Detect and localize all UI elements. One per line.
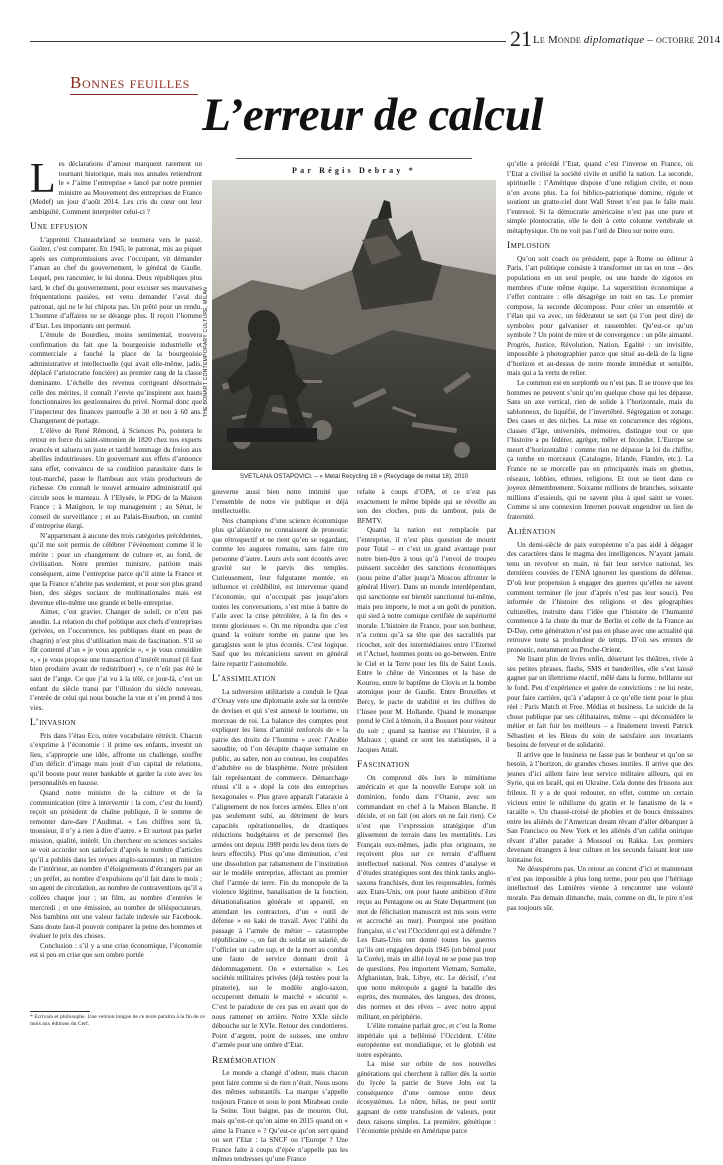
footnote-rule — [30, 1011, 90, 1012]
paragraph: Ne lisant plus de livres enfin, désertant les théâtres, rivée à ses petites phrases, flashs, SMS et banderilles, elle s’est laissé gagner par un illettrisme réactif, mêlé dans la forme, brillante sur le fond. Peu d’expérience et guère de convictions : ne lui reste, pour faire carrière, qu’à s’adapter à ce qu’elle tient pour le plus réel : Paris Match et Free. Médias et business. Le suicide de la chose publique par ses célibataires, même – qui déconsidère le métier et fait fuir les meilleurs – a finalement investi Patrick Sébastien et les Bleus du soin de satisfaire aux invariants besoins de ferveur et de solidarité. — [507, 655, 693, 750]
masthead-prefix: Le Monde — [533, 34, 581, 46]
thinker-scrap-illustration — [212, 180, 496, 470]
paragraph: Pris dans l’étau Eco, notre vocabulaire rétrécit. Chacun s’exprime à l’économie : il prime ses enfants, investit un lieu, s’approprie une idée, affronte un challenge, souffre d’un déficit d’image mais jouit d’un capital de relations, qu’il booste pour rester bankable et garder la cote avec les personnalités en hausse. — [30, 731, 202, 788]
page-number: 21 — [510, 26, 532, 51]
paragraph: Aimer, c’est gravier. Changer de soleil, ce n’est pas anodin. La relation du chef politique aux chefs d’entreprises (privées, en l’occurrence, les publiques étant en peau de chagrin) n’est plus d’utilisation mais de fascination. S’il se fût contenté d’un « je vous apprécie », « je vous considère », « je vous propose une transaction d’intérêt mutuel (il faut bien produire avant de redistribuer) », ce n’eût pas été le saut de l’ange. Ce que j’ai vu à la télé, ce jour-là, c’est un enfant du siècle transi par l’illusion du siècle nouveau, l’entrée de celui qui nous bouche la vue et s’en prend à nos vies. — [30, 608, 202, 712]
subheading-fascination: Fascination — [357, 760, 410, 771]
paragraph: Conclusion : s’il y a une crise économique, l’économie est si peu en crise que son ombre portée — [30, 941, 202, 960]
paragraph: L’élève de René Rémond, à Sciences Po, pointera le retour en force du saint-simonien de 1820 chez nos experts avancés et saluera un juste et tardif hommage du freion aux abeilles industrieuses. Un gouvernant aux effets d’annonce sans effet, convaincu de sa condition parasitaire dans le tout-marché, passe le flambeau aux vrais producteurs de richesse. On connaît le nouvel armuaire administratif qui circule sous le manteau. À l’Elysée, le PDG de la Maison France ; à Matignon, le top management ; au Sénat, le conseil de surveillance ; et au Palais-Bourbon, un comité d’entreprise élargi. — [30, 426, 202, 531]
photo-credit — [202, 245, 210, 465]
paragraph: On comprend dès lors le mimétisme américain et que la nouvelle Europe soit un dominion, fondu dans l’Otanie, avec son commandant en chef à la Maison Blanche. Il décide, et on fait (ou alors on ne fait rien). Ce n’est que l’expression stratégique d’un glissement de terrain dans les mentalités. Les Français eux-mêmes, jadis plus originaux, ne reçoivent plus sur ce terrain d’affluent intellectuel national. Nos centres d’analyse et d’études stratégiques sont des think tanks anglo-saxons franchisés, dont les responsables, formés aux Etats-Unis, ont pour haute ambition d’être reçus au Pentagone ou au State Department (un mot de félicitation manuscrit est mis sous verre et accroché au mur). Pourquoi une position française, si c’est l’Occident qui est à défendre ? Les Etats-Unis ont donné toutes les guerres qu’ils ont engagées depuis 1945 (un bémol pour la Corée), mais un allié loyal ne se pose pas trop de questions. Peu importent Vietnam, Somalie, Afghanistan, Irak, Libye, etc. Le décisif, c’est que notre métropole a gagné la bataille des esprits, des monnaies, des langues, des drones, des normes et des rêves – avec notre appui militant, en périphérie. — [357, 773, 496, 1021]
paragraph: La mise sur orbite de nos nouvelles générations qui cherchent à rallier dès la sortie du lycée la patrie de Steve Jobs est la conséquence d’une osmose entre deux écosystèmes. Le nôtre, hélas, ne peut sortir gagnant de cette transfusion de valeurs, pour deux raisons simples. La première, génétique : l’économie préside en Amérique parce — [357, 1060, 496, 1136]
article-title: L’erreur de calcul — [202, 89, 543, 141]
paragraph: Quand la nation est remplacée par l’entreprise, il n’est plus question de mourir pour Total – et c’est un grand avantage pour notre bien-être à tous qu’à l’envoi de troupes puissent succéder des sanctions économiques (sous peine d’aller jusqu’à Moscou affronter le général Hiver). Dans un monde interdépendant, qui sanctionne est bientôt sanctionné lui-même, mais peu importe, le mot a un goût de punition, qui sied à notre comique certifiée de supériorité morale. L’histoire de France, pour son bonheur, n’a connu qu’à sa tête que des sacralités par ricochet, soit des intermédiaires entre l’Eternel et l’Actuel, hommes ponts ou go-between. Entre le Ciel et la Terre pour les fils de Saint Louis. Entre le chêne de Vincennes et la base de Kourou, entre le baptême de Clovis et la bombe atomique pour de Gaulle. Entre Bruxelles et Bercy, le pacte de stabilité et les chiffres de l’Insee pour M. Hollande. Quand le monarque prend le Ciel à témoin, il a Bossuet pour visiteur du soir ; quand sa hantise est l’histoire, il a Malraux ; quand ce sont les statistiques, il a Jacques Attali. — [357, 526, 496, 754]
intro-paragraph — [30, 156, 202, 217]
paragraph: Ne désespérons pas. Un retour au concret d’ici et maintenant n’est pas impossible à plus long terme, pour peu que l’héritage intellectuel des Lumières vienne à rencontrer une volonté morale. Pas demain dimanche, mais, comme on dit, le pire n’est pas toujours sûr. — [507, 865, 693, 912]
header-rule — [30, 41, 506, 42]
article-column-2 — [212, 488, 348, 1165]
paragraph: Un demi-siècle de paix européenne n’a pas aidé à dégager des caractères dans le magma des intelligences. N’ayant jamais tenu un revolver en main, ni fait leur service national, les dernières couvées de l’ENA ignorent les questions de défense. D’où leur propension à engager des guerres qu’elles ne savent comment terminer (le jour d’après n’est pas leur souci). Peu informée de l’histoire des religions et des géographies culturelles, instruite dans l’idée que l’histoire de l’humanité commence à la chute du mur de Berlin et celle de la France au D-Day, cette génération n’est pas en phase avec une actualité qui retrouve toute sa profondeur de temps. D’où ses erreurs de pronostic, notamment au Proche-Orient. — [507, 540, 693, 654]
paragraph: L’apprenti Chateaubriand se tournera vers le passé. Goûter, c’est comparer. En 1945, le patronat, mis au piquet après ses compromissions avec l’occupant, vit démander l’aman au chef du gouvernement, le général de Gaulle. Lequel, peu rancunier, le lui donna. Deux républiques plus tard, le chef du gouvernement, pour excuser ses mauvaises fréquentations passées, est venu demander l’aval du patronat, qui ne le lui chipota pas. Un prêté pour un rendu. L’homme d’affaires ne se dérange plus. Il reçoit l’homme d’Etat. Les importants ont permuté. — [30, 235, 202, 330]
paragraph: Nos champions d’une science économique plus qu’aléatoire ne connaissent de pronostic que rétrospectif et ne rient qu’en se regardant, comme les augures romains, sans faire rire personne d’autre. Leurs avis sont écoutés avec gravité sur le parvis des temples. Curieusement, leur fulgurante montée, en influence et crédibilité, est intervenue quand l’économie, qui n’occupait pas jusqu’alors toutes les conversations, s’est mise à battre de l’aile avec la crise pétrolière, à la fin des « trente glorieuses ». On me répondra que c’est quand la voiture tombe en panne que les garagistes sont le plus écoutés. C’est logique. Sauf que les mécaniciens savent en général faire repartir l’automobile. — [212, 516, 348, 668]
paragraph: Le commun est en surplomb ou n’est pas. Il se trouve que les hommes ne peuvent s’unir qu’en quelque chose qui les dépasse. Sans un axe vertical, rien de solide à l’horizontale, mais du sablonneux, du liquéfié, de l’invertébré. Ségrégation et zonage. Des cases et des niches. La mise en concurrence des régions, classes d’âge, universités, mémoires, distingue tout ce que l’histoire a pu fédérer, agréger, mêler et féconder. L’Europe se meurt d’horizontalité : comme rien ne dépasse la loi du chiffre, ça tombe en morceaux (Catalogne, Irlande, Flandre, etc.). La France ne se morcelle pas en principautés mais en ghettos, réseaux, lobbies, ethnies, religions. Et tout se tient dans ce joyeux démembrement. Soixante millions de branches, soixante millions d’essieuls, qui ne savent plus à quel saint se vouer. Comme si une connexion Internet pouvait engendrer un lien de fraternité. — [507, 379, 693, 521]
article-column-1 — [30, 156, 202, 961]
masthead-date: – octobre 2014 — [644, 34, 721, 46]
rubrique-label: Bonnes feuilles — [70, 73, 190, 92]
subheading-implosion: Implosion — [507, 241, 551, 252]
intro-text: es déclarations d’amour marquent rarement un tournant historique, mais nos annales retiendront le « J’aime l’entreprise » lancé par notre premier ministre au Mouvement des entreprises de France (Medef) un jour d’août 2014. Les cris du cœur ont leur ambiguïté. Comment interpréter celui-ci ? — [30, 160, 202, 216]
paragraph: refaite à coups d’OPA, et ce n’est pas exactement le même bipède qui se réveille au son des cloches, puis du tambour, puis de BFMTV. — [357, 488, 496, 525]
paragraph: N’appartenant à aucune des trois catégories précédentes, qu’il me soit permis de célébrer l’événement comme il le mérite : pour un changement de culture et, au fond, de civilisation. Notre premier ministre, patriote mais conséquent, aime l’entreprise parce qu’il aime la France et que la France n’abrite pas seulement, et pour son plus grand bien, des sièges sociaux de multinationales mais est devenue elle-même une grande et belle entreprise. — [30, 531, 202, 607]
subheading-assimilation: L’assimilation — [212, 674, 277, 685]
masthead-italic: diplomatique — [583, 34, 645, 46]
photo-caption: SVETLANA OSTAPOVICI. – « Metal Recycling 18 » (Recyclage de métal 18), 2010 — [239, 473, 469, 480]
paragraph: gouverne aussi bien notre intimité que l’ensemble de notre vie publique et déjà intellectuelle. — [212, 488, 348, 516]
paragraph: L’élite romaine parlait grec, et c’est la Rome impériale qui a hellénisé l’Occident. L’élite européenne est mondialique, et le globish est notre espéranto. — [357, 1022, 496, 1059]
subheading-effusion: Une effusion — [30, 222, 89, 233]
subheading-invasion: L’invasion — [30, 718, 77, 729]
paragraph: La subversion utilitariste a conduit le Quai d’Orsay vers une diplomatie axée sur la rentrée de devises et qui s’est annexé le tourisme, un morceau de roi. La balance des comptes peut expliquer les liens d’amitié renforcés de « la patrie des droits de l’homme » avec l’Arabie saoudite, où l’on décapite chaque semaine en public, au sabre, non au couteau, les coupables d’adultère ou de blasphème. Notre président fait représentant de commerce. Démarchage réussi s’il a « dopé la cote des entreprises hexagonales ». Plus grave apparaît l’ataraxie à l’alignement de nos forces armées. Elles n’ont pas seulement subi, au détriment de leurs capacités opérationnelles, de drastiques réductions budgétaires et de personnel (les armées ont depuis 1989 perdu les deux tiers de leurs effectifs). Plus qu’une diminution, c’est une dissolution par rabattement de l’institution sur le modèle entreprise, affectant au premier chef l’armée de terre. Fin du monopole de la violence légitime, banalisation de la fonction, dénationalisation générale et appareil, en attendant les contractors, d’un « outil de défense » en kaki de travail. Avec l’alibi du passage à l’armée de métier – catastrophe républicaine –, on fait du soldat un salarié, de l’officier un cadre sup, et de la mort au combat une faute de service donnant droit à dédommagement. On « externalise ». Les sociétés militaires privées (déjà testées pour la piraterie), sur le modèle anglo-saxon, occuperont demain le marché « sécurité ». C’est le paradoxe de ces pas en avant que de nous ramener en arrière. Notre XXIe siècle débouche sur le XVIe. Retour des condottieres. Point d’argent, point de suisses, une ombre d’armée pour une ombre d’Etat. — [212, 687, 348, 1050]
paragraph: qu’elle a précédé l’Etat, quand c’est l’inverse en France, où l’Etat a civilisé la société civile et unifié la nation. La seconde, spirituelle : l’Amérique dispose d’une religion civile, et nous n’en avons plus. La foi biblico-patriotique domine, régule et soutient un gratte-ciel dont Wall Street n’est pas le faîte mais l’entresol. Si la démocratie américaine n’est pas une pure et simple ploutocratie, elle le doit à cette colonne vertébrale et métaphysique. On ne voit pas l’œil de Dieu sur notre euro. — [507, 160, 693, 235]
masthead — [533, 34, 720, 46]
subheading-rememoration: Remémoration — [212, 1055, 277, 1066]
paragraph: Il arrive que le business ne fasse pas le bonheur et qu’on se besoin, à l’horizon, de grandes choses inutiles. Il arrive que des jeunes d’ici aillent faire leur service militaire ailleurs, qui en Syrie, qui en Israël, qui en Ukraine. Cela donne des frissons aux frileux. Il y a de quoi redouter, en effet, comme un certain vicieux entre le nihilisme du gratin et le fanatisme de la « racaille ». Un chassé-croisé de phobies et de boucs émissaires entre les aliénés de l’American dream rêvant d’aller débarquer à San Francisco ou New York et les aliénés d’un califat onirique rêvant d’aller parader à Mossoul ou Rakka. Les premiers devenant étrangers à leur culture et les seconds faisant leur une lointaine foi. — [507, 750, 693, 864]
subheading-alienation: Aliénation — [507, 527, 556, 538]
paragraph: Le monde a changé d’odeur, mais chacun peut faire comme si de rien n’était. Nous usons des mêmes substantifs. La marque s’appelle toujours France et sous le pont Mirabeau coule la Seine. Tout baigne, pas de mouron. Oui, mais qu’est-ce qu’on aime en 2015 quand on « aime la France » ? Qu’est-ce qu’on sert quand on sert l’Etat : la SNCF ou l’Europe ? Une France faite à coups d’épée n’appelle pas les mêmes tendresses qu’une France — [212, 1069, 348, 1164]
byline: Par Régis Debray * — [292, 166, 416, 175]
paragraph: Qu’on soit coach ou président, pape à Rome ou éditeur à Paris, l’art politique consiste à transformer un tas en tout – des populations en un seul peuple, ou une bande de zigotos en membres d’une même équipe. La superstition économique a l’effet contraire : elle désagrège un tout en tas. Le premier compose, la seconde décompose. Pour créer un ensemble et l’élan qui va avec, un fédérateur se sert (si l’on peut dire) de symboles pour galvaniser et rassembler. Qu’est-ce qu’un symbole ? Un point de mire et de convergence : un pôle aimanté. Progrès, Justice, Révolution, Nation, Egalité : un invisible, impossible à photographier parce que situé au-delà de la ligne d’horizon et au-dessus de notre monde immédiat et sensible, mais qui a la vertu de relier. — [507, 254, 693, 378]
footnote: * Ecrivain et philosophe. Une version longue de ce texte paraîtra à la fin de ce mois aux éditions du Cerf. — [30, 1014, 205, 1027]
paragraph: Quand notre ministre de la culture et de la communication (titre à interverttir : la com, c’est du lourd) reçoit un président de chaîne publique, il le somme de remonter dare-dare l’Audimat. « Les chiffres sont là, monsieur, il n’y a rien à dire d’autre. » Et surtout pas parler mission, qualité, intérêt. Un chercheur en sciences sociales se voit accorder son satisfecit d’après le nombre d’articles qu’il a publiés dans les revues anglo-saxonnes ; un ministre de l’intérieur, au nombre d’éloignements d’étrangers par an ; un préfet, au nombre d’expulsions qu’il fait dans le mois ; un agent de circulation, au nombre de contraventions qu’il a collées chaque jour ; un film, au nombre d’entrées le mercredi ; et une émission, au nombre de téléspectateurs. Nos bambins ont une valeur faciale indexée sur Facebook. Sans doute faut-il pouvoir comparer la peine des hommes et évaluer le prix des choses. — [30, 789, 202, 941]
article-column-4 — [507, 160, 693, 913]
article-column-3 — [357, 488, 496, 1137]
artwork-photo — [212, 180, 496, 470]
paragraph: L’émule de Bourdieu, moins sentimental, trouvera confirmation du fait que la bourgeoisie industrielle et commerciale a fauché la place de la bourgeoisie administrative et intellectuelle (qui avait elle-même, jadis, déplacé l’aristocratie foncière) au premier rang de la classe dominante. L’échelle des revenus corrigeant désormais celle des mérites, il connaît l’envie qu’inspirent aux hauts fonctionnaires les gestionnaires du privé. Normal donc que l’inspecteur des finances pantoufle à 30 et non à 60 ans. Changement de portage. — [30, 331, 202, 426]
drop-cap: L — [30, 156, 56, 202]
photo-credit-text: THE BONART CONTEMPORARY CULTURE, MILAN — [203, 286, 209, 418]
byline-rule — [236, 158, 472, 159]
